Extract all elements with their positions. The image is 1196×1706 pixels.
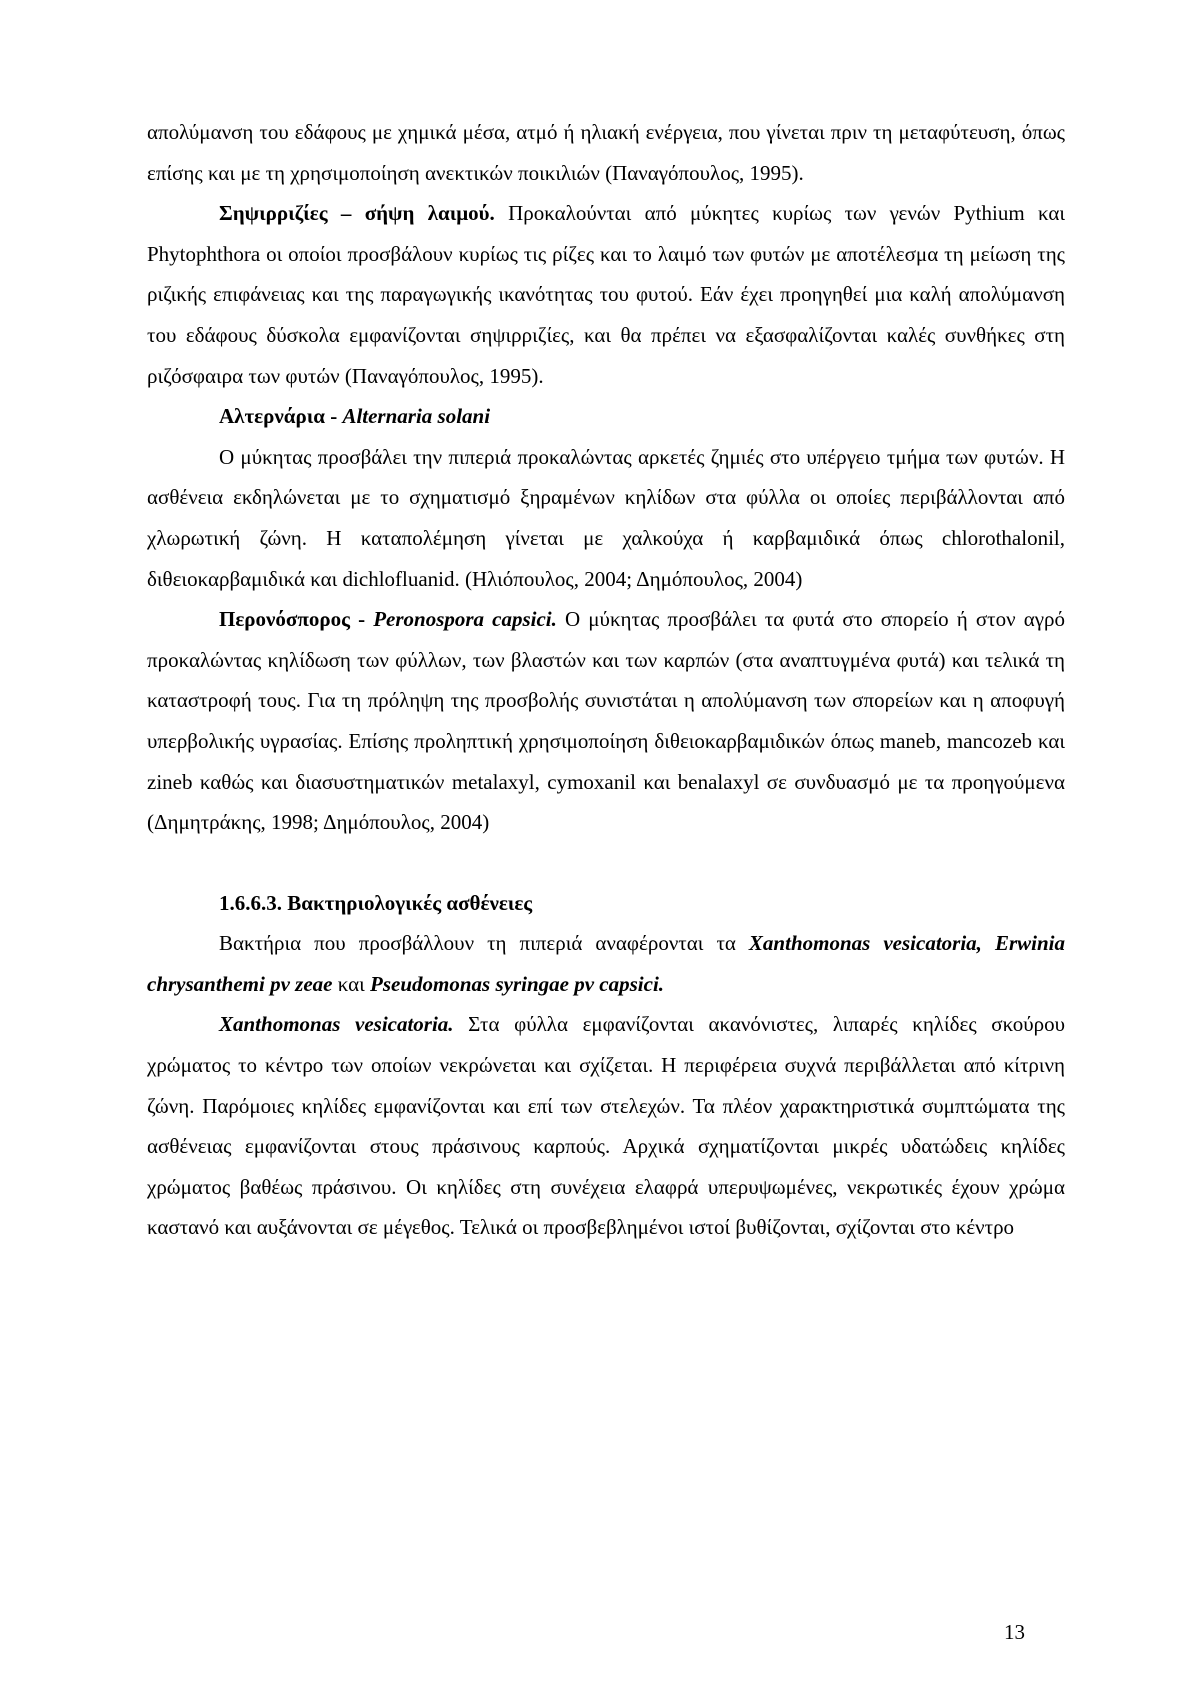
paragraph-xanthomonas <box>147 1004 1065 1248</box>
text-root-rot: Προκαλούνται από μύκητες κυρίως των γενών Pythium και Phytophthora οι οποίοι προσβάλουν κυρίως τις ρίζες και το λαιμό των φυτών με αποτέλεσμα τη μείωση της ριζικής επιφάνειας και της παραγωγικής ικανότητας του φυτού. Εάν έχει προηγηθεί μια καλή απολύμανση του εδάφους δύσκολα εμφανίζονται σηψιρριζίες, και θα πρέπει να εξασφαλίζονται καλές συνθήκες στη ριζόσφαιρα των φυτών (Παναγόπουλος, 1995). <box>147 201 1065 388</box>
text-peronospora: Ο μύκητας προσβάλει τα φυτά στο σπορείο ή στον αγρό προκαλώντας κηλίδωση των φύλλων, των βλαστών και των καρπών (στα αναπτυγμένα φυτά) και τελικά τη καταστροφή τους. Για τη πρόληψη της προσβολής συνιστάται η απολύμανση των σπορείων και η αποφυγή υπερβολικής υγρασίας. Επίσης προληπτική χρησιμοποίηση διθειοκαρβαμιδικών όπως maneb, mancozeb και zineb καθώς και διασυστηματικών metalaxyl, cymoxanil και benalaxyl σε συνδυασμό με τα προηγούμενα (Δημητράκης, 1998; Δημόπουλος, 2004) <box>147 607 1065 835</box>
paragraph-bacteria-intro <box>147 923 1065 1004</box>
heading-peronospora-greek: Περονόσπορος - <box>219 607 374 632</box>
species-xanthomonas: Xanthomonas vesicatoria, <box>748 931 982 956</box>
heading-root-rot: Σηψιρριζίες – σήψη λαιμού. <box>219 201 495 226</box>
spacer <box>147 843 1065 883</box>
heading-xanthomonas: Xanthomonas vesicatoria. <box>219 1012 454 1037</box>
species-erwinia: Erwinia chrysanthemi pv zeae <box>147 931 1065 996</box>
paragraph-root-rot <box>147 193 1065 396</box>
text-and: και <box>332 971 371 996</box>
heading-peronospora-latin: Peronospora capsici. <box>373 607 557 632</box>
paragraph-soil-disinfection: απολύμανση του εδάφους με χημικά μέσα, ατμό ή ηλιακή ενέργεια, που γίνεται πριν τη μεταφύτευση, όπως επίσης και με τη χρησιμοποίηση ανεκτικών ποικιλιών (Παναγόπουλος, 1995). <box>147 120 1065 185</box>
heading-bacterial-diseases: 1.6.6.3. Βακτηριολογικές ασθένειες <box>219 890 533 915</box>
document-body <box>147 112 1065 1248</box>
heading-alternaria-latin: Alternaria solani <box>342 404 491 429</box>
heading-alternaria <box>147 396 1065 437</box>
paragraph-alternaria: Ο μύκητας προσβάλει την πιπεριά προκαλώντας αρκετές ζημιές στο υπέργειο τμήμα των φυτών. Η ασθένεια εκδηλώνεται με το σχηματισμό ξηραμένων κηλίδων στα φύλλα οι οποίες περιβάλλονται από χλωρωτική ζώνη. Η καταπολέμηση γίνεται με χαλκούχα ή καρβαμιδικά όπως chlorothalonil, διθειοκαρβαμιδικά και dichlofluanid. (Ηλιόπουλος, 2004; Δημόπουλος, 2004) <box>147 444 1065 591</box>
text-xanthomonas: Στα φύλλα εμφανίζονται ακανόνιστες, λιπαρές κηλίδες σκούρου χρώματος το κέντρο των οποίων νεκρώνεται και σχίζεται. Η περιφέρεια συχνά περιβάλλεται από κίτρινη ζώνη. Παρόμοιες κηλίδες εμφανίζονται και επί των στελεχών. Τα πλέον χαρακτηριστικά συμπτώματα της ασθένειας εμφανίζονται στους πράσινους καρπούς. Αρχικά σχηματίζονται μικρές υδατώδεις κηλίδες χρώματος βαθέως πράσινου. Οι κηλίδες στη συνέχεια ελαφρά υπερυψωμένες, νεκρωτικές έχουν χρώμα καστανό και αυξάνονται σε μέγεθος. Τελικά οι προσβεβλημένοι ιστοί βυθίζονται, σχίζονται στο κέντρο <box>147 1012 1065 1240</box>
page-number: 13 <box>1004 1620 1025 1644</box>
text-bacteria-intro: Βακτήρια που προσβάλλουν τη πιπεριά αναφέρονται τα <box>219 931 749 956</box>
paragraph-peronospora <box>147 599 1065 843</box>
text-space <box>982 931 995 955</box>
heading-alternaria-greek: Αλτερνάρια - <box>219 404 343 429</box>
species-pseudomonas: Pseudomonas syringae pv capsici. <box>370 971 665 996</box>
